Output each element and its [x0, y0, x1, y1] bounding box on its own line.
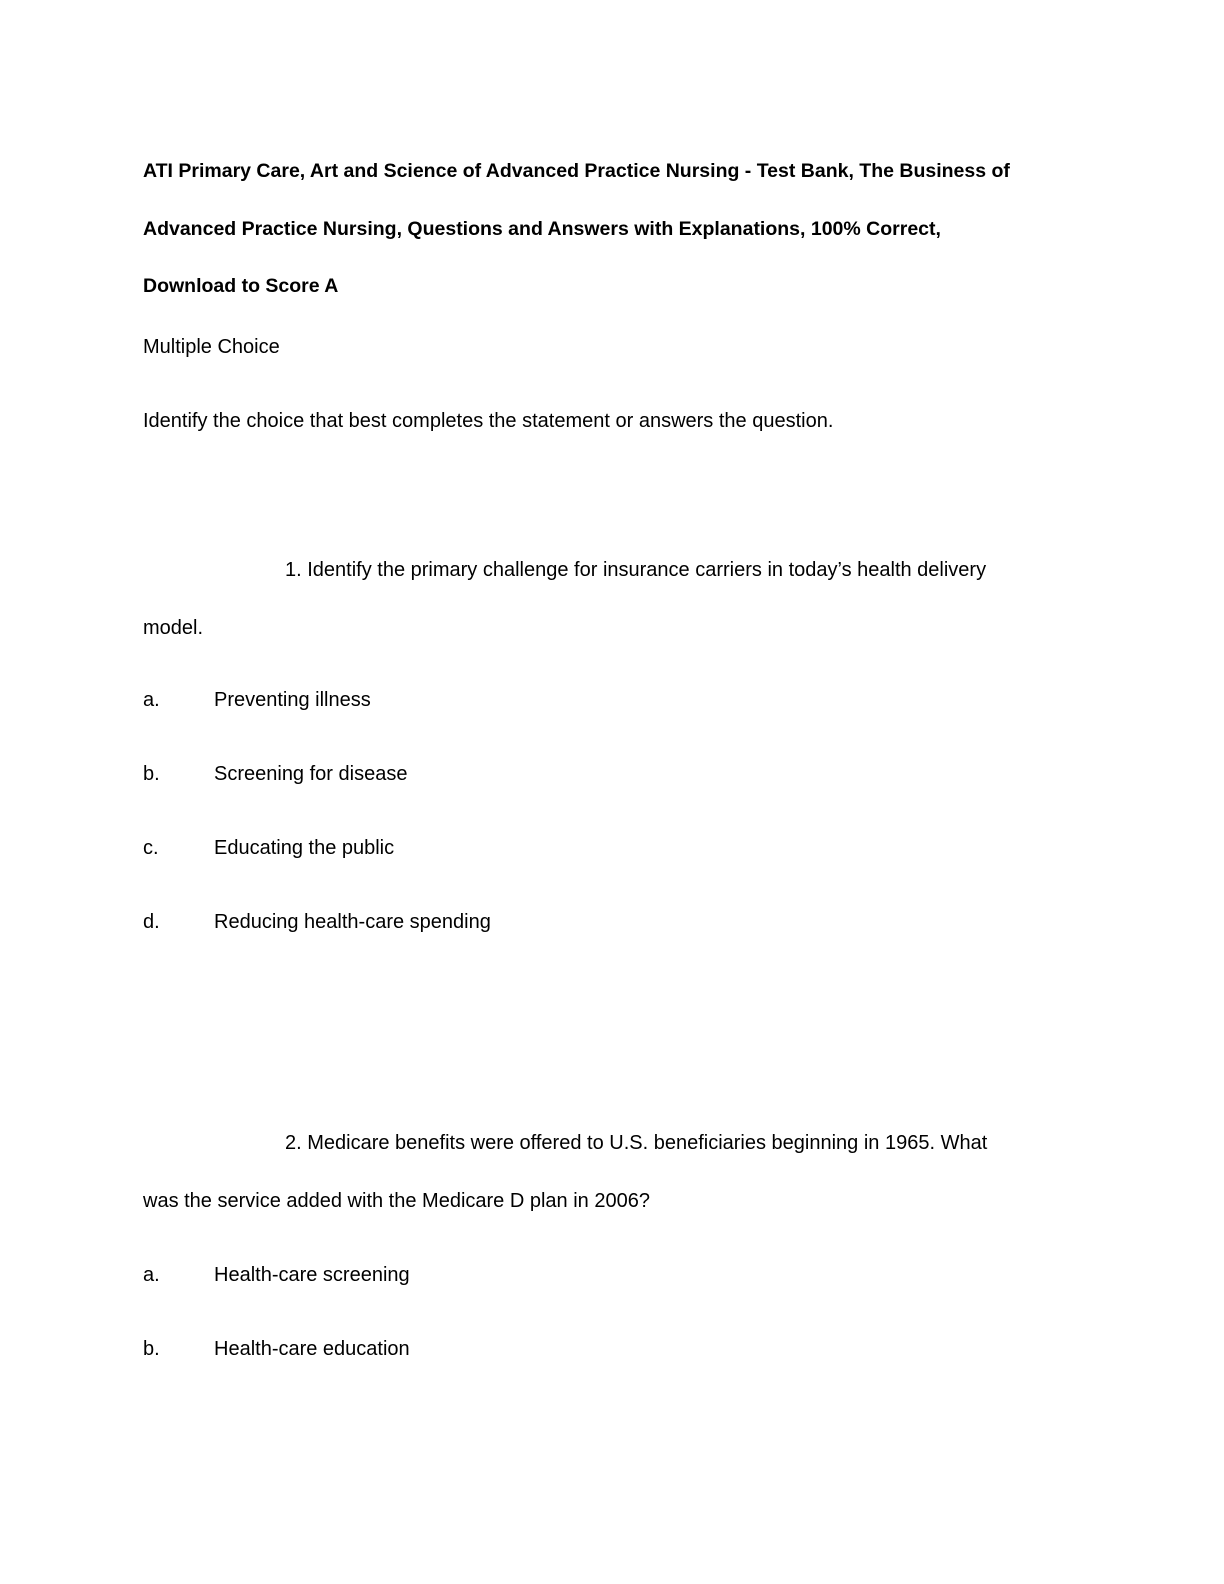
option-text: Health-care screening: [214, 1264, 410, 1286]
title-line-3: Download to Score A: [143, 275, 339, 297]
question-2-option-b[interactable]: [143, 1335, 410, 1363]
option-letter: d.: [143, 911, 160, 933]
instructions-text: Identify the choice that best completes the statement or answers the question.: [143, 410, 834, 432]
option-text: Screening for disease: [214, 763, 408, 785]
option-letter: a.: [143, 689, 160, 711]
question-1-stem-line-2: model.: [143, 617, 204, 639]
document-title: [143, 143, 1073, 316]
question-2-option-a[interactable]: [143, 1261, 410, 1289]
option-letter: b.: [143, 763, 160, 785]
title-line-2: Advanced Practice Nursing, Questions and Answers with Explanations, 100% Correct,: [143, 217, 941, 240]
option-text: Preventing illness: [214, 689, 371, 711]
question-2-stem-line-1: 2. Medicare benefits were offered to U.S. beneficiaries beginning in 1965. What: [285, 1132, 988, 1154]
question-1-option-c[interactable]: [143, 834, 394, 862]
question-2-stem-line-2: was the service added with the Medicare D plan in 2006?: [143, 1190, 650, 1212]
option-letter: c.: [143, 837, 159, 859]
option-text: Health-care education: [214, 1338, 410, 1360]
option-letter: a.: [143, 1264, 160, 1286]
option-letter: b.: [143, 1338, 160, 1360]
question-1-stem-line-1: 1. Identify the primary challenge for insurance carriers in today’s health delivery: [285, 559, 987, 581]
question-1-option-a[interactable]: [143, 686, 371, 714]
section-heading: Multiple Choice: [143, 336, 280, 358]
option-text: Educating the public: [214, 837, 395, 859]
title-line-1: ATI Primary Care, Art and Science of Advanced Practice Nursing - Test Bank, The Business of: [143, 160, 1010, 182]
question-1-option-d[interactable]: [143, 908, 491, 936]
option-text: Reducing health-care spending: [214, 911, 491, 933]
question-1-option-b[interactable]: [143, 760, 407, 788]
